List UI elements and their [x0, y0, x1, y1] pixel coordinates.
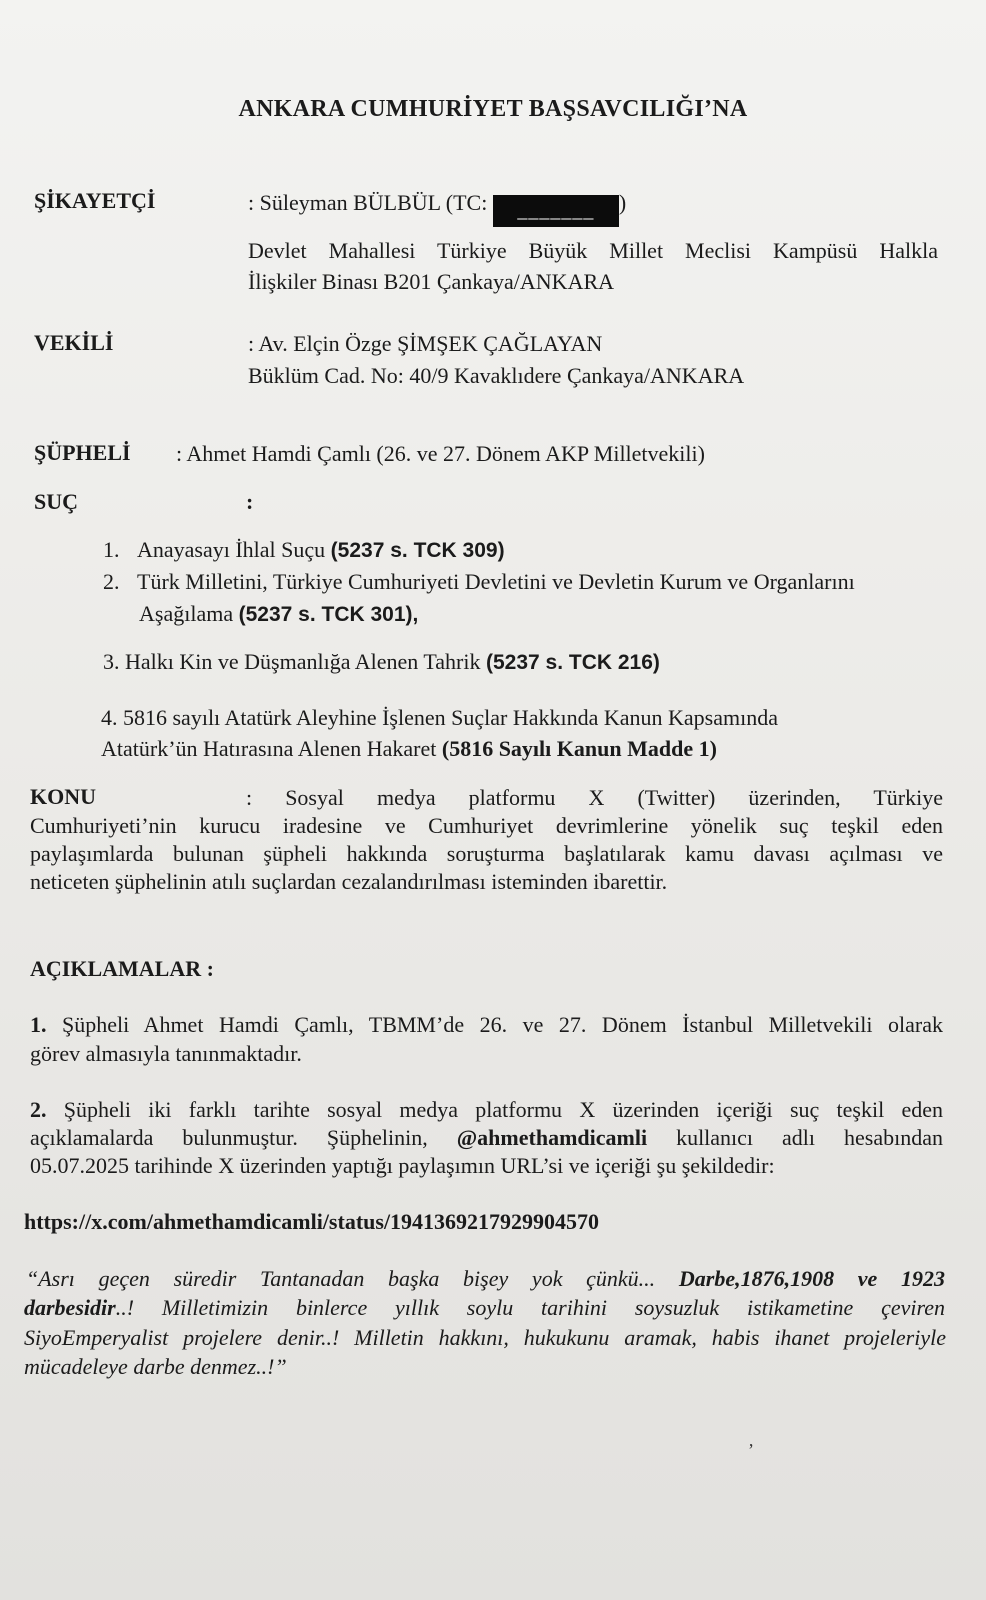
crime-item-number: 3.	[103, 649, 120, 674]
explanation-paragraph-2-line2	[30, 1125, 943, 1151]
crime-item-text: Anayasayı İhlal Suçu	[137, 537, 331, 562]
explanation-paragraph-2-line3: 05.07.2025 tarihinde X üzerinden yaptığı paylaşımın URL’si ve içeriği şu şekildedir:	[30, 1153, 775, 1178]
crime-item-text: Halkı Kin ve Düşmanlığa Alenen Tahrik	[125, 649, 486, 674]
crime-item-text: 5816 sayılı Atatürk Aleyhine İşlenen Suçlar Hakkında Kanun Kapsamında	[123, 705, 778, 730]
crime-label: SUÇ	[34, 489, 79, 514]
document-title: ANKARA CUMHURİYET BAŞSAVCILIĞI’NA	[238, 96, 748, 122]
attorney-label: VEKİLİ	[34, 330, 114, 355]
subject-label: KONU	[30, 784, 96, 809]
complainant-name-text: : Süleyman BÜLBÜL (TC:	[248, 190, 488, 215]
quote-line1	[26, 1266, 945, 1292]
crime-colon: :	[246, 489, 254, 514]
explanation-paragraph-1-line2: görev almasıyla tanınmaktadır.	[30, 1041, 302, 1066]
suspect-value: : Ahmet Hamdi Çamlı (26. ve 27. Dönem AKP Milletvekili)	[176, 441, 705, 466]
crime-item-text: Aşağılama	[139, 601, 239, 626]
crime-item-ref: (5816 Sayılı Kanun Madde 1)	[441, 736, 717, 761]
tweet-url: https://x.com/ahmethamdicamli/status/1941369217929904570	[24, 1209, 600, 1234]
quote-emphasis: Darbe,1876,1908 ve 1923	[678, 1266, 945, 1291]
tc-redaction-block: _______	[493, 195, 619, 227]
paragraph-text: Şüpheli Ahmet Hamdi Çamlı, TBMM’de 26. ve 27. Dönem İstanbul Milletvekili olarak	[46, 1012, 943, 1037]
crime-item-2-line2	[139, 601, 418, 627]
crime-item-ref: (5237 s. TCK 301),	[238, 603, 419, 626]
paragraph-number: 1.	[30, 1012, 47, 1037]
paragraph-number: 2.	[30, 1097, 47, 1122]
quote-text: “Asrı geçen süredir Tantanadan başka bişey yok çünkü...	[26, 1266, 679, 1291]
paragraph-text: açıklamalarda bulunmuştur. Şüphelinin,	[30, 1125, 457, 1150]
complainant-address-line2: İlişkiler Binası B201 Çankaya/ANKARA	[248, 269, 615, 294]
attorney-name: : Av. Elçin Özge ŞİMŞEK ÇAĞLAYAN	[248, 331, 603, 356]
complainant-address-line1: Devlet Mahallesi Türkiye Büyük Millet Meclisi Kampüsü Halkla	[248, 238, 938, 263]
crime-item-ref: (5237 s. TCK 309)	[330, 539, 505, 562]
quote-line4: mücadeleye darbe denmez..!”	[24, 1354, 287, 1379]
attorney-address: Büklüm Cad. No: 40/9 Kavaklıdere Çankaya/ANKARA	[248, 363, 745, 388]
complainant-name	[248, 190, 626, 227]
quote-text: ..! Milletimizin binlerce yıllık soylu tarihini soysuzluk istikametine çeviren	[115, 1295, 945, 1320]
crime-item-2	[103, 569, 855, 595]
crime-item-1	[103, 537, 505, 563]
crime-item-text: Atatürk’ün Hatırasına Alenen Hakaret	[101, 736, 442, 761]
crime-item-number: 4.	[101, 705, 118, 730]
crime-item-4	[101, 705, 778, 731]
complainant-name-suffix: )	[618, 190, 627, 215]
paragraph-text: kullanıcı adlı hesabından	[647, 1125, 943, 1150]
twitter-handle: @ahmethamdicamli	[456, 1125, 648, 1150]
crime-item-number: 2.	[103, 569, 120, 594]
crime-item-4-line2	[101, 736, 717, 762]
subject-line1: : Sosyal medya platformu X (Twitter) üzerinden, Türkiye	[246, 785, 943, 810]
quote-line3: SiyoEmperyalist projelere denir..! Milletin hakkını, hukukunu aramak, habis ihanet projeleriyle	[24, 1325, 946, 1350]
subject-line2: Cumhuriyeti’nin kurucu iradesine ve Cumhuriyet devrimlerine yönelik suç teşkil eden	[30, 813, 943, 838]
explanation-paragraph-1-line1	[30, 1012, 943, 1038]
explanation-paragraph-2-line1	[30, 1097, 943, 1123]
crime-item-3	[103, 649, 660, 675]
subject-line3: paylaşımlarda bulunan şüpheli hakkında soruşturma başlatılarak kamu davası açılması ve	[30, 841, 943, 866]
stray-mark: ’	[748, 1440, 754, 1460]
explanations-heading: AÇIKLAMALAR :	[30, 956, 214, 981]
quote-line2	[24, 1295, 945, 1321]
crime-item-text: Türk Milletini, Türkiye Cumhuriyeti Devletini ve Devletin Kurum ve Organlarını	[137, 569, 855, 594]
suspect-label: ŞÜPHELİ	[34, 440, 131, 465]
quote-emphasis: darbesidir	[24, 1295, 116, 1320]
crime-item-number: 1.	[103, 537, 120, 562]
complainant-label: ŞİKAYETÇİ	[34, 188, 156, 213]
crime-item-ref: (5237 s. TCK 216)	[485, 651, 660, 674]
paragraph-text: Şüpheli iki farklı tarihte sosyal medya platformu X üzerinden içeriği suç teşkil eden	[46, 1097, 943, 1122]
subject-line4: neticeten şüphelinin atılı suçlardan cezalandırılması isteminden ibarettir.	[30, 869, 668, 894]
